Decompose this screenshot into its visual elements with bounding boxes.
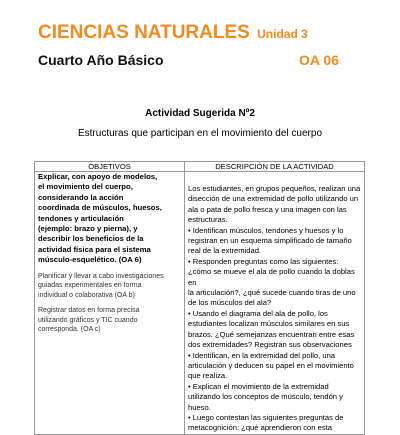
description-header: DESCRIPCIÓN DE LA ACTIVIDAD xyxy=(185,162,365,172)
description-line: disección de una extremidad de pollo utilizando un xyxy=(188,194,359,204)
skill-line: Registrar datos en forma precisa xyxy=(38,307,140,315)
objectives-cell xyxy=(35,172,185,435)
objective-line: Explicar, con apoyo de modelos, xyxy=(38,172,158,181)
skill-text xyxy=(38,272,181,301)
objectives-header: OBJETIVOS xyxy=(35,162,185,172)
description-line: estructuras. xyxy=(188,215,228,225)
description-line: articulación y deducen su papel en el movimiento xyxy=(188,360,354,370)
description-line: ¿cómo se mueve el ala de pollo cuando la doblas en xyxy=(188,267,355,287)
description-line: • Identifican, en la extremidad del pollo, una xyxy=(188,350,336,360)
description-line: ala o pata de pollo fresca y una imagen con las xyxy=(188,204,347,214)
subject-name: CIENCIAS NATURALES xyxy=(38,22,250,43)
objective-line: considerando la acción xyxy=(38,192,124,202)
description-line: hueso. xyxy=(188,402,211,412)
description-line: utilizando los conceptos de músculo, tendón y xyxy=(188,392,343,402)
description-line: • Luego contestan las siguientes preguntas de xyxy=(188,412,344,422)
description-cell xyxy=(185,172,365,435)
oa-code: OA 06 xyxy=(299,52,339,68)
skill-line: corresponda. (OA c) xyxy=(38,326,101,334)
description-line: • Responden preguntas como las siguientes: xyxy=(188,256,339,266)
objective-line: coordinada de músculos, huesos, xyxy=(38,203,162,213)
skill-line: individual o colaborativa (OA b) xyxy=(38,291,135,299)
description-line: real de la extremidad. xyxy=(188,246,262,256)
description-line: la articulación?, ¿qué sucede cuando tiras de uno xyxy=(188,288,356,298)
subject-title xyxy=(38,22,308,44)
skill-text xyxy=(38,306,181,335)
skill-line: Planificar y llevar a cabo investigaciones xyxy=(38,272,164,280)
skill-line: guiadas experimentales en forma xyxy=(38,282,142,290)
description-line: metacognición: ¿qué aprendieron con esta xyxy=(188,423,332,433)
skill-line: utilizando gráficos y TIC cuando xyxy=(38,316,138,324)
description-line: Los estudiantes, en grupos pequeños, realizan una xyxy=(188,184,361,193)
objective-text xyxy=(38,172,181,266)
table-header-row xyxy=(35,162,365,172)
objective-line: tendones y articulación xyxy=(38,213,124,223)
description-line: registran en un esquema simplificado de tamaño xyxy=(188,236,352,246)
activity-label: Actividad Sugerida Nº2 xyxy=(145,108,255,119)
table-row xyxy=(35,172,365,435)
description-line: • Explican el movimiento de la extremidad xyxy=(188,381,329,391)
grade-level: Cuarto Año Básico xyxy=(38,52,164,68)
objective-line: actividad física para el sistema xyxy=(38,244,151,254)
description-line: estudiantes localizan músculos similares en sus xyxy=(188,319,350,329)
activity-subject: Estructuras que participan en el movimiento del cuerpo xyxy=(77,128,323,139)
objective-line: el movimiento del cuerpo, xyxy=(38,182,133,192)
activity-table xyxy=(34,161,365,435)
description-line: • Usando el diagrama del ala de pollo, los xyxy=(188,308,328,318)
objective-line: músculo-esquelético. (OA 6) xyxy=(38,255,142,265)
description-line: brazos. ¿Qué semejanzas encuentran entre esas xyxy=(188,329,355,339)
unit-label: Unidad 3 xyxy=(257,27,308,41)
description-line: • Identifican músculos, tendones y huesos y lo xyxy=(188,225,344,235)
description-line: de los músculos del ala? xyxy=(188,298,272,308)
objective-line: describir los beneficios de la xyxy=(38,234,144,244)
description-line: dos extremidades? Registran sus observaciones xyxy=(188,340,352,350)
description-text xyxy=(188,172,361,434)
description-line: que realiza. xyxy=(188,371,228,381)
objective-line: (ejemplo: brazo y pierna), y xyxy=(38,224,138,234)
